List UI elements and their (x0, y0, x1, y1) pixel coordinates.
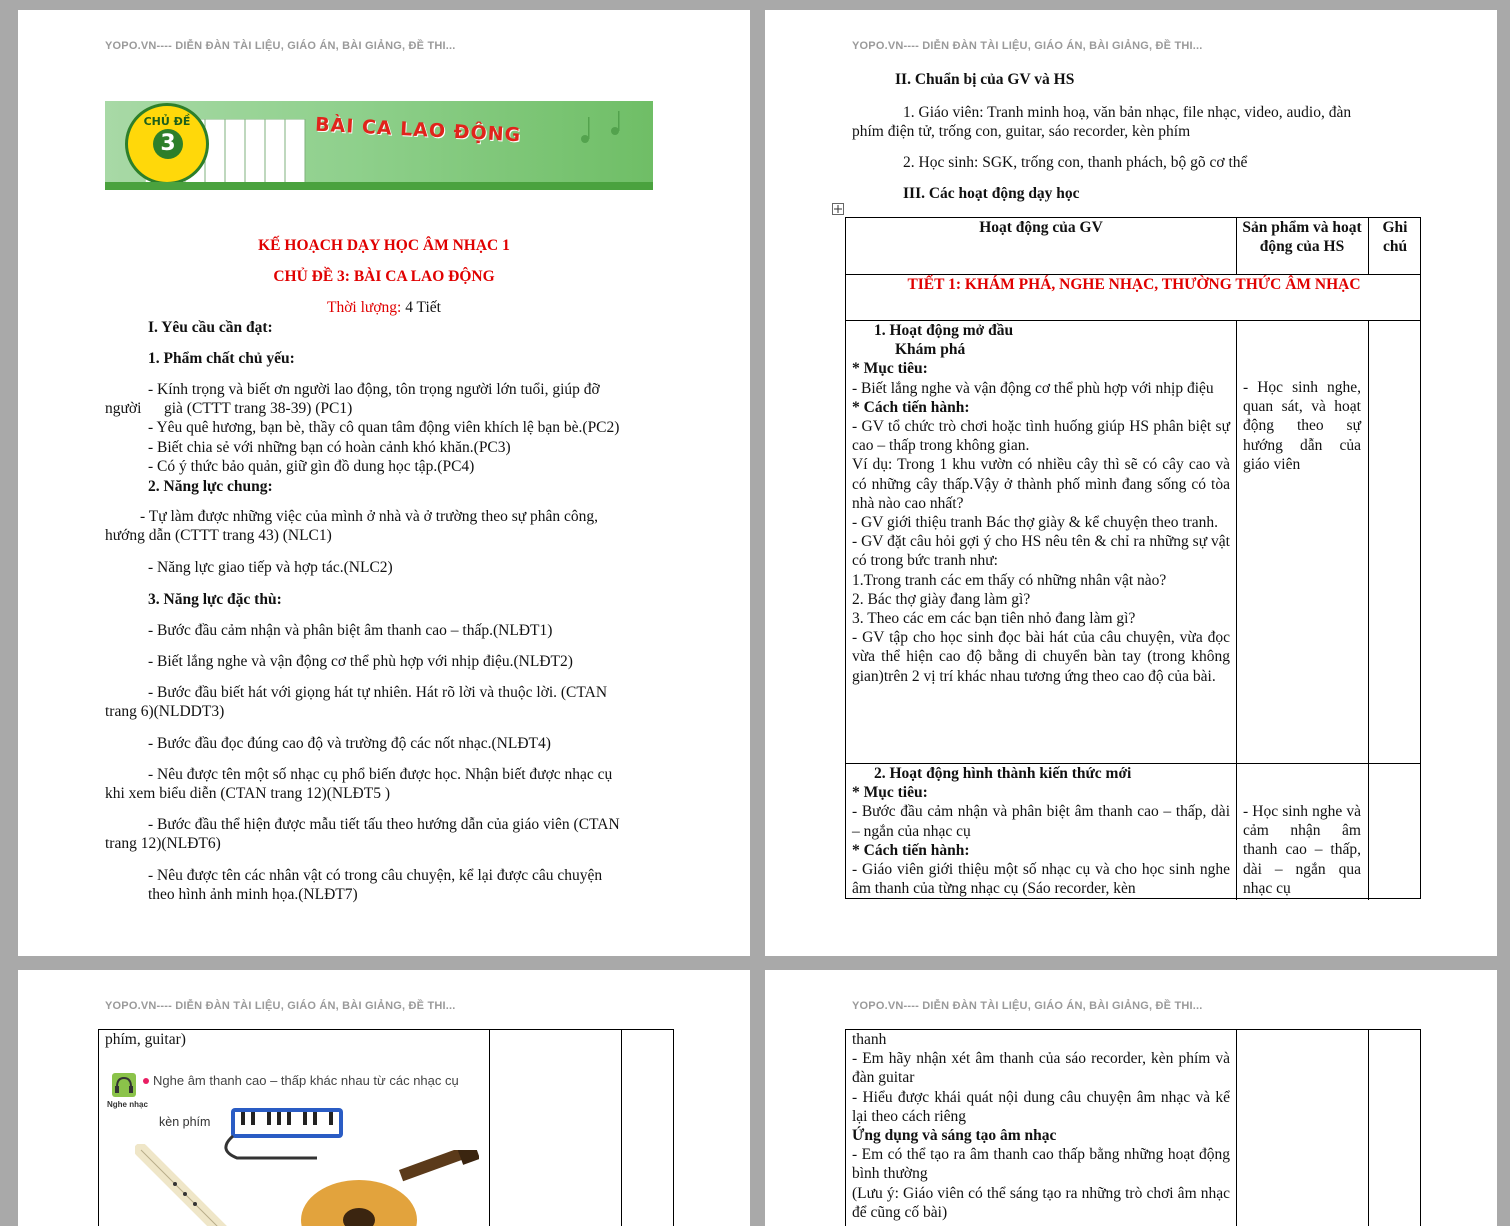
col-divider (1236, 218, 1237, 274)
r1-line: - GV tổ chức trò chơi hoặc tình huống giúp HS phân biệt sự cao – thấp trong không gian. (852, 418, 1230, 455)
activities-table-continued (98, 1029, 674, 1226)
badge-number: 3 (153, 129, 183, 159)
gv-line-a: 1. Giáo viên: Tranh minh hoạ, văn bản nhạc, file nhạc, video, audio, đàn (903, 104, 1352, 121)
dt3-line-a: - Bước đầu biết hát với giọng hát tự nhiên. Hát rõ lời và thuộc lời. (CTAN (148, 684, 608, 701)
p4-line: - Em hãy nhận xét âm thanh của sáo recorder, kèn phím và đàn guitar (852, 1050, 1230, 1087)
nlc1-line-a: - Tự làm được những việc của mình ở nhà và ở trường theo sự phân công, (140, 508, 599, 525)
r1-line: - GV tập cho học sinh đọc bài hát của câu chuyện, vừa đọc vừa thể hiện cao độ bằng di chuyển bàn tay (trong không gian)trên 2 vị trí khác nhau tương ứng theo cao độ của bài. (852, 629, 1230, 685)
activities-table (845, 217, 1421, 899)
pc1-line-a: - Kính trọng và biết ơn người lao động, tôn trọng người lớn tuổi, giúp đỡ (148, 381, 600, 398)
pc4-line: - Có ý thức bảo quản, giữ gìn đồ dung học tập.(PC4) (148, 458, 475, 475)
banner-strip (105, 182, 653, 190)
page-header: YOPO.VN---- DIỄN ĐÀN TÀI LIỆU, GIÁO ÁN, BÀI GIẢNG, ĐỀ THI... (105, 40, 456, 52)
r1-line: 3. Theo các em các bạn tiên nhỏ đang làm gì? (852, 610, 1136, 628)
duration-line (18, 298, 750, 317)
nlc1-line-b: hướng dẫn (CTTT trang 43) (NLC1) (105, 527, 332, 544)
section-2-heading: 2. Năng lực chung: (148, 478, 273, 495)
p4-line: thanh (852, 1031, 887, 1048)
recorder-image (135, 1144, 235, 1226)
duration-value: 4 Tiết (401, 299, 441, 316)
melodica-label: kèn phím (159, 1115, 211, 1129)
banner-title: BÀI CA LAO ĐỘNG (314, 113, 522, 147)
row1-gv-cell (852, 321, 1230, 686)
page-1 (18, 10, 750, 956)
p4-line: - Hiểu được khái quát nội dung câu chuyện âm nhạc và kể lại theo cách riêng (852, 1088, 1230, 1125)
col-divider (1236, 320, 1237, 900)
r1-line: Ví dụ: Trong 1 khu vườn có nhiều cây thì sẽ có cây cao và có những cây thấp.Vậy ở thành phố mình đang sống có tòa nhà nào cao nhất? (852, 456, 1230, 512)
badge-label: CHỦ ĐỀ (143, 115, 191, 128)
r2-activity-title: 2. Hoạt động hình thành kiến thức mới (874, 765, 1132, 782)
header-cell-gv: Hoạt động của GV (979, 219, 1103, 236)
pc2-line: - Yêu quê hương, bạn bè, thầy cô quan tâm động viên khích lệ bạn bè.(PC2) (148, 419, 620, 436)
listen-instruction: Nghe âm thanh cao – thấp khác nhau từ các nhạc cụ (153, 1073, 459, 1088)
col-divider (621, 1030, 622, 1226)
dt5-line-a: - Nêu được tên một số nhạc cụ phổ biến được học. Nhận biết được nhạc cụ (148, 766, 613, 783)
continued-text: phím, guitar) (105, 1031, 186, 1048)
pc1-line-c: già (CTTT trang 38-39) (PC1) (164, 400, 353, 417)
dt7-line-b: theo hình ảnh minh họa.(NLĐT7) (148, 886, 358, 903)
nlc2-line: - Năng lực giao tiếp và hợp tác.(NLC2) (148, 559, 393, 576)
p4-line: (Lưu ý: Giáo viên có thể sáng tạo ra những trò chơi âm nhạc để cũng cố bài) (852, 1184, 1230, 1221)
section-II-heading: II. Chuẩn bị của GV và HS (895, 71, 1075, 88)
hs-line: 2. Học sinh: SGK, trống con, thanh phách, bộ gõ cơ thể (903, 154, 1248, 171)
col-divider (1368, 1030, 1369, 1226)
r1-line: - GV giới thiệu tranh Bác thợ giày & kể chuyện theo tranh. (852, 514, 1219, 532)
r2-muc-tieu: * Mục tiêu: (852, 784, 928, 802)
dt5-line-b: khi xem biểu diễn (CTAN trang 12)(NLĐT5 ) (105, 785, 391, 802)
dt7-line-a: - Nêu được tên các nhân vật có trong câu chuyện, kể lại được câu chuyện (148, 867, 603, 884)
page-header: YOPO.VN---- DIỄN ĐÀN TÀI LIỆU, GIÁO ÁN, BÀI GIẢNG, ĐỀ THI... (105, 1000, 456, 1012)
doc-title: KẾ HOẠCH DẠY HỌC ÂM NHẠC 1 (258, 237, 510, 254)
dt4-line: - Bước đầu đọc đúng cao độ và trường độ các nốt nhạc.(NLĐT4) (148, 735, 551, 752)
r1-line: - GV đặt câu hỏi gợi ý cho HS nêu tên & chỉ ra những sự vật có trong bức tranh như: (852, 533, 1230, 570)
bullet-dot (143, 1078, 149, 1084)
gv-line-b: phím điện tử, trống con, guitar, sáo recorder, kèn phím (852, 123, 1191, 140)
dt2-line: - Biết lắng nghe và vận động cơ thể phù hợp với nhịp điệu.(NLĐT2) (148, 653, 573, 670)
col-divider (489, 1030, 490, 1226)
col-divider (1368, 320, 1369, 900)
r1-activity-title: 1. Hoạt động mở đầu (874, 322, 1014, 339)
headphones-icon (111, 1072, 137, 1098)
row1-hs-cell: - Học sinh nghe, quan sát, và hoạt động theo sự hướng dẫn của giáo viên (1243, 379, 1361, 473)
duration-label: Thời lượng: (327, 299, 402, 316)
section-1-heading: 1. Phẩm chất chủ yếu: (148, 350, 295, 367)
topic-banner (105, 101, 653, 190)
r2-line: - Giáo viên giới thiệu một số nhạc cụ và cho học sinh nghe âm thanh của từng nhạc cụ (Sáo recorder, kèn (852, 861, 1230, 898)
pc1-line-b: người (105, 400, 142, 417)
activities-table-continued (845, 1029, 1421, 1226)
music-notes-icon (575, 109, 635, 149)
section-3-heading: 3. Năng lực đặc thù: (148, 591, 282, 608)
r1-cach-tien-hanh: * Cách tiến hành: (852, 398, 970, 416)
p4-line: - Em có thể tạo ra âm thanh cao thấp bằng những hoạt động bình thường (852, 1146, 1230, 1183)
table-move-handle-icon[interactable] (832, 203, 844, 215)
guitar-image (299, 1150, 479, 1226)
doc-subtitle: CHỦ ĐỀ 3: BÀI CA LAO ĐỘNG (273, 268, 495, 285)
ung-dung-heading: Ứng dụng và sáng tạo âm nhạc (852, 1127, 1057, 1145)
col-divider (1236, 1030, 1237, 1226)
row-gv-cell (852, 1030, 1230, 1222)
pc3-line: - Biết chia sẻ với những bạn có hoàn cảnh khó khăn.(PC3) (148, 439, 511, 456)
r1-line: 1.Trong tranh các em thấy có những nhân vật nào? (852, 571, 1167, 589)
tiet1-heading: TIẾT 1: KHÁM PHÁ, NGHE NHẠC, THƯỜNG THỨC ÂM NHẠC (907, 276, 1361, 293)
r1-line: 2. Bác thợ giày đang làm gì? (852, 590, 1031, 608)
page-4 (765, 970, 1497, 1226)
header-cell-note: Ghi chú (1382, 219, 1408, 256)
dt3-line-b: trang 6)(NLDDT3) (105, 703, 225, 720)
page-header: YOPO.VN---- DIỄN ĐÀN TÀI LIỆU, GIÁO ÁN, BÀI GIẢNG, ĐỀ THI... (852, 40, 1203, 52)
header-cell-hs: Sản phẩm và hoạt động của HS (1242, 219, 1362, 256)
dt1-line: - Bước đầu cảm nhận và phân biệt âm thanh cao – thấp.(NLĐT1) (148, 622, 553, 639)
row2-gv-cell (852, 764, 1230, 898)
page-3 (18, 970, 750, 1226)
page-2 (765, 10, 1497, 956)
r1-kham-pha: Khám phá (895, 341, 966, 359)
r2-cach-tien-hanh: * Cách tiến hành: (852, 841, 970, 859)
page-header: YOPO.VN---- DIỄN ĐÀN TÀI LIỆU, GIÁO ÁN, BÀI GIẢNG, ĐỀ THI... (852, 1000, 1203, 1012)
r1-muc-tieu: * Mục tiêu: (852, 360, 928, 378)
r2-line: - Bước đầu cảm nhận và phân biệt âm thanh cao – thấp, dài – ngắn của nhạc cụ (852, 803, 1230, 840)
dt6-line-b: trang 12)(NLĐT6) (105, 835, 221, 852)
row2-hs-cell: - Học sinh nghe và cảm nhận âm thanh cao – thấp, dài – ngắn qua nhạc cụ (1243, 803, 1361, 897)
section-III-heading: III. Các hoạt động dạy học (903, 185, 1080, 202)
dt6-line-a: - Bước đầu thể hiện được mẫu tiết tấu theo hướng dẫn của giáo viên (CTAN (148, 816, 620, 833)
listen-label: Nghe nhạc (107, 1100, 148, 1109)
r1-line: - Biết lắng nghe và vận động cơ thể phù hợp với nhịp điệu (852, 379, 1214, 397)
section-I-heading: I. Yêu cầu cần đạt: (148, 319, 273, 336)
